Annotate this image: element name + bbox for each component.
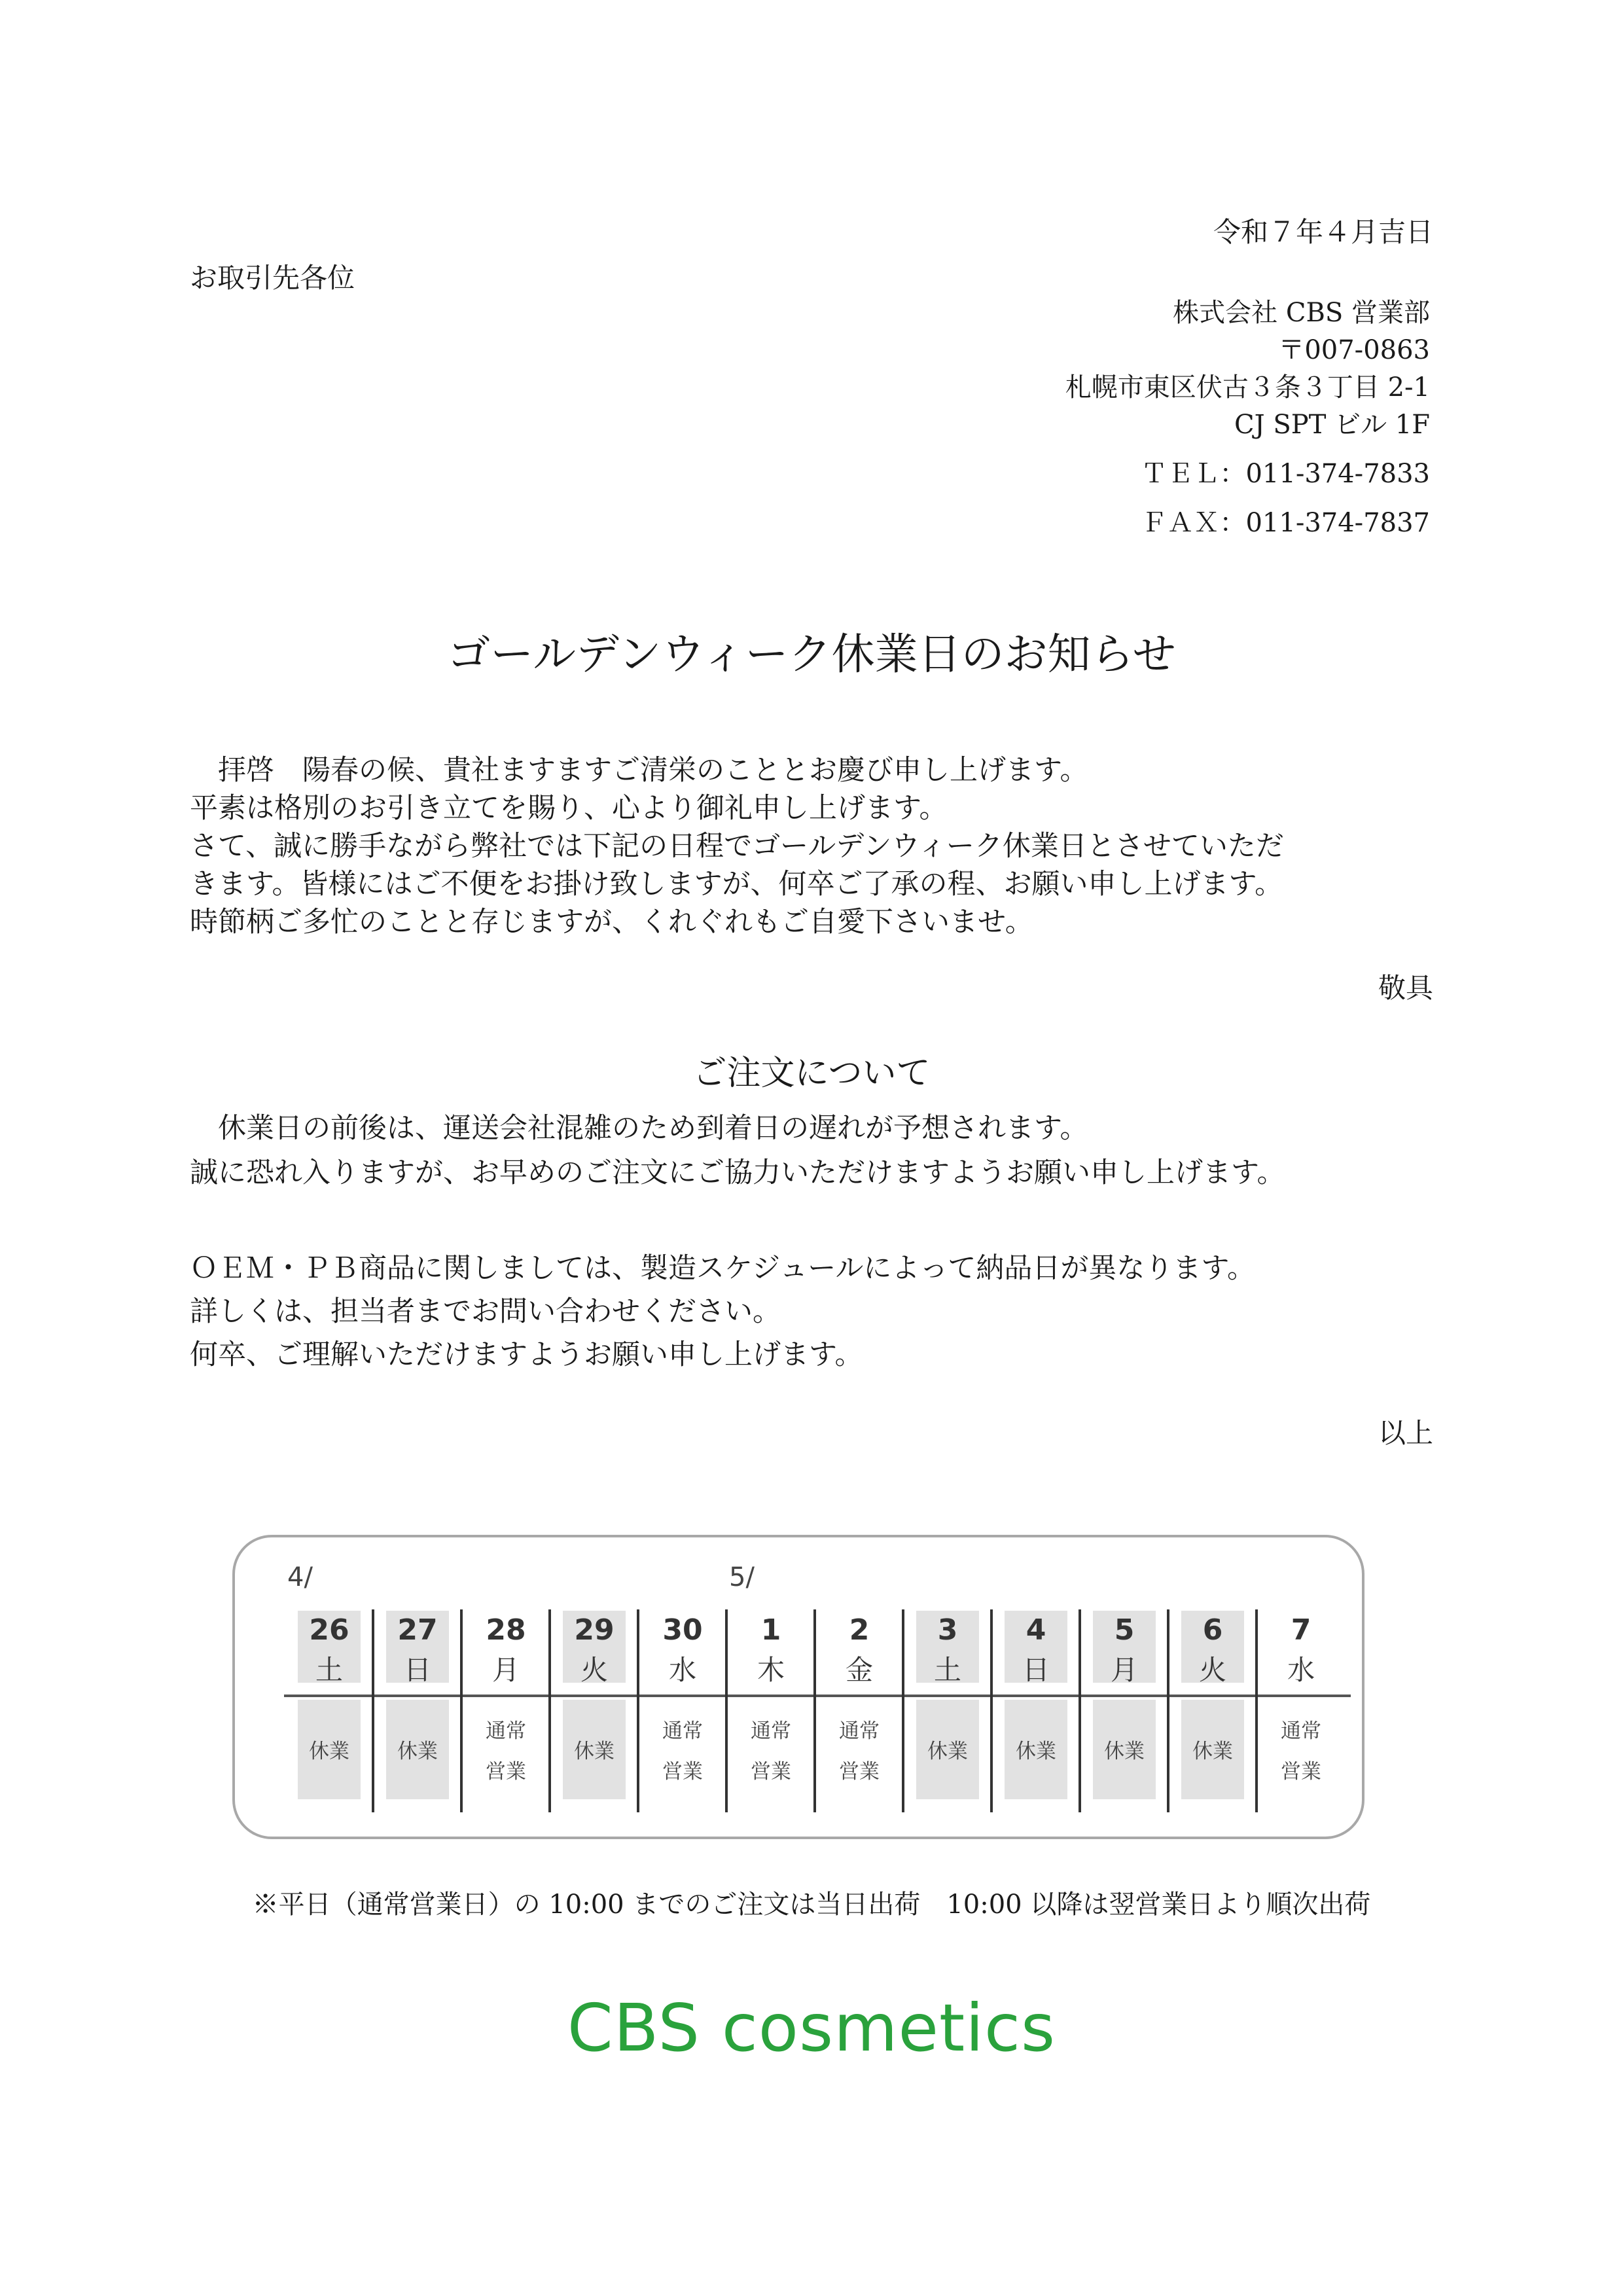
day-number: 6 <box>1202 1613 1223 1647</box>
status-line: 営業 <box>1281 1760 1321 1784</box>
day-weekday: 木 <box>757 1654 785 1686</box>
day-status-text <box>839 1711 880 1792</box>
day-number: 3 <box>937 1613 958 1647</box>
shipping-footnote: ※平日（通常営業日）の 10:00 までのご注文は当日出荷 10:00 以降は翌営業日より順次出荷 <box>252 1890 1371 1920</box>
day-weekday: 日 <box>403 1654 431 1686</box>
day-number: 7 <box>1291 1613 1311 1647</box>
document-date: 令和７年４月吉日 <box>1213 216 1433 248</box>
day-separator <box>725 1609 728 1812</box>
status-line: 通常 <box>1281 1719 1321 1743</box>
day-separator <box>902 1609 904 1812</box>
day-status <box>819 1702 900 1801</box>
day-weekday: 水 <box>1287 1654 1315 1686</box>
oem-line: 詳しくは、担当者までお問い合わせください。 <box>190 1295 781 1328</box>
order-paragraph <box>190 1106 1285 1195</box>
calendar-day <box>554 1611 632 1812</box>
day-separator <box>548 1609 551 1812</box>
day-status-text <box>751 1711 791 1792</box>
order-line: 誠に恐れ入りますが、お早めのご注文にご協力いただけますようお願い申し上げます。 <box>190 1157 1285 1189</box>
day-number: 5 <box>1114 1613 1135 1647</box>
day-weekday: 金 <box>845 1654 873 1686</box>
addressee: お取引先各位 <box>190 262 355 294</box>
document-title: ゴールデンウィーク休業日のお知らせ <box>447 629 1176 679</box>
day-status: 休業 <box>927 1740 968 1763</box>
sender-postal: 〒007-0863 <box>1278 335 1430 365</box>
calendar-month-may: 5/ <box>729 1562 755 1592</box>
calendar-day <box>995 1611 1074 1812</box>
day-number: 30 <box>662 1613 703 1647</box>
day-weekday: 火 <box>580 1654 608 1686</box>
day-weekday: 土 <box>315 1654 343 1686</box>
day-status: 休業 <box>1104 1740 1145 1763</box>
calendar-day <box>465 1611 544 1812</box>
sender-address-2: CJ SPT ビル 1F <box>1234 410 1430 440</box>
calendar-day <box>1084 1611 1162 1812</box>
day-weekday: 日 <box>1022 1654 1050 1686</box>
sender-company: 株式会社 CBS 営業部 <box>1173 298 1430 328</box>
day-status <box>1260 1702 1342 1801</box>
day-separator <box>1167 1609 1169 1812</box>
day-separator <box>460 1609 463 1812</box>
status-line: 通常 <box>662 1719 703 1743</box>
day-separator <box>1079 1609 1081 1812</box>
day-status: 休業 <box>574 1740 615 1763</box>
greeting-line: 時節柄ご多忙のことと存じますが、くれぐれもご自愛下さいませ。 <box>190 906 1033 939</box>
day-number: 27 <box>397 1613 438 1647</box>
day-status-text <box>1281 1711 1321 1792</box>
day-status-text <box>662 1711 703 1792</box>
day-status: 休業 <box>397 1740 438 1763</box>
sender-tel: ＴＥＬ：011-374-7833 <box>1141 459 1430 489</box>
day-number: 4 <box>1026 1613 1046 1647</box>
calendar-day <box>377 1611 455 1812</box>
day-weekday: 月 <box>1110 1654 1138 1686</box>
order-heading: ご注文について <box>692 1054 931 1093</box>
status-line: 営業 <box>839 1760 880 1784</box>
day-status <box>465 1702 546 1801</box>
day-separator <box>813 1609 816 1812</box>
company-logo: CBS cosmetics <box>567 1990 1056 2066</box>
calendar-day <box>907 1611 986 1812</box>
order-line: 休業日の前後は、運送会社混雑のため到着日の遅れが予想されます。 <box>190 1112 1088 1145</box>
status-line: 営業 <box>751 1760 791 1784</box>
oem-line: 何卒、ご理解いただけますようお願い申し上げます。 <box>190 1338 863 1371</box>
sender-block <box>1065 295 1430 542</box>
greeting-paragraph <box>190 751 1284 941</box>
greeting-line: さて、誠に勝手ながら弊社では下記の日程でゴールデンウィーク休業日とさせていただ <box>190 830 1284 863</box>
day-number: 26 <box>309 1613 349 1647</box>
holiday-calendar <box>232 1535 1364 1839</box>
status-line: 営業 <box>662 1760 703 1784</box>
day-status: 休業 <box>1192 1740 1233 1763</box>
oem-line: ＯＥＭ・ＰＢ商品に関しましては、製造スケジュールによって納品日が異なります。 <box>190 1252 1255 1285</box>
day-status <box>730 1702 812 1801</box>
closing-keigu: 敬具 <box>1378 972 1433 1004</box>
sender-address-1: 札幌市東区伏古３条３丁目 2-1 <box>1065 372 1430 403</box>
day-status <box>642 1702 723 1801</box>
status-line: 通常 <box>751 1719 791 1743</box>
day-weekday: 火 <box>1198 1654 1226 1686</box>
calendar-day <box>819 1611 897 1812</box>
day-number: 2 <box>849 1613 870 1647</box>
sender-fax: ＦＡＸ：011-374-7837 <box>1141 508 1430 538</box>
day-status: 休業 <box>309 1740 349 1763</box>
day-separator <box>990 1609 993 1812</box>
day-number: 28 <box>486 1613 526 1647</box>
greeting-line: 平素は格別のお引き立てを賜り、心より御礼申し上げます。 <box>190 792 948 825</box>
calendar-day <box>289 1611 367 1812</box>
day-status: 休業 <box>1016 1740 1056 1763</box>
day-number: 1 <box>760 1613 781 1647</box>
status-line: 通常 <box>839 1719 880 1743</box>
day-separator <box>1255 1609 1258 1812</box>
greeting-line: 拝啓 陽春の候、貴社ますますご清栄のこととお慶び申し上げます。 <box>190 754 1088 787</box>
greeting-line: きます。皆様にはご不便をお掛け致しますが、何卒ご了承の程、お願い申し上げます。 <box>190 868 1283 901</box>
day-status-text <box>486 1711 526 1792</box>
day-number: 29 <box>574 1613 615 1647</box>
calendar-day <box>1260 1611 1339 1812</box>
day-separator <box>372 1609 374 1812</box>
calendar-day <box>730 1611 809 1812</box>
day-separator <box>637 1609 639 1812</box>
closing-ijou: 以上 <box>1378 1417 1433 1449</box>
day-weekday: 月 <box>491 1654 520 1686</box>
calendar-month-april: 4/ <box>287 1562 313 1592</box>
status-line: 営業 <box>486 1760 526 1784</box>
day-weekday: 土 <box>933 1654 961 1686</box>
oem-paragraph <box>190 1247 1255 1376</box>
day-weekday: 水 <box>668 1654 696 1686</box>
calendar-day <box>642 1611 721 1812</box>
calendar-day <box>1172 1611 1251 1812</box>
status-line: 通常 <box>486 1719 526 1743</box>
